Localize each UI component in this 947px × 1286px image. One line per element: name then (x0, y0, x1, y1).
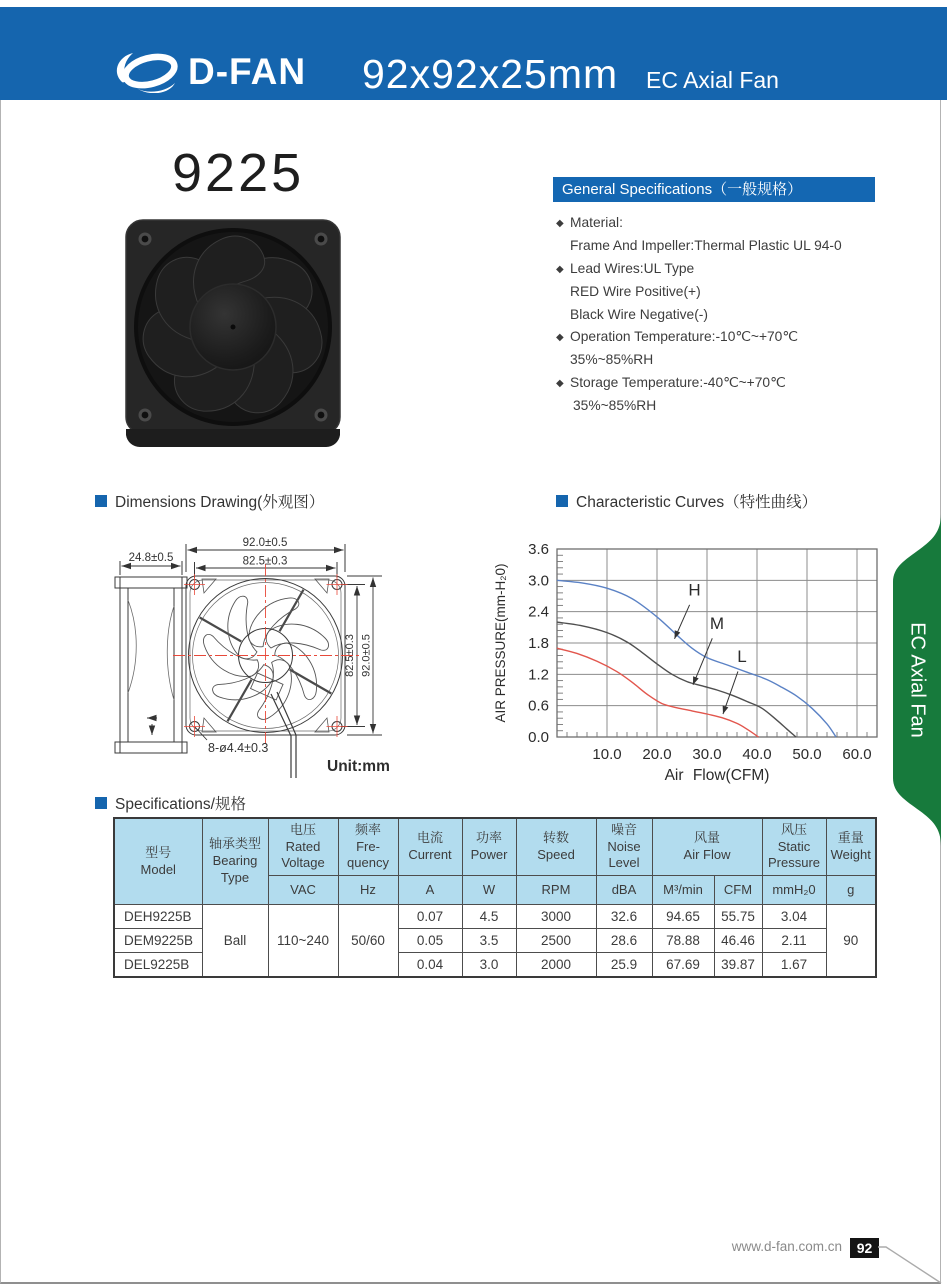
svg-text:M: M (709, 614, 725, 634)
spec-item: ◆ Lead Wires:UL Type (556, 258, 896, 281)
spec-item: 35%~85%RH (570, 352, 654, 368)
cell-pressure: 1.67 (762, 953, 826, 978)
svg-text:H: H (688, 580, 701, 600)
svg-text:50.0: 50.0 (792, 746, 822, 763)
cell-speed: 2500 (516, 929, 596, 953)
diamond-bullet-icon: ◆ (556, 332, 564, 344)
cell-m3min: 67.69 (652, 953, 714, 978)
cell-model: DEH9225B (114, 905, 202, 929)
svg-text:Air Flow(CFM): Air Flow(CFM) (664, 767, 770, 784)
unit-frequency: Hz (338, 876, 398, 905)
cell-bearing: Ball (202, 905, 268, 978)
col-noise: 噪音 Noise Level (596, 818, 652, 876)
corner-fold-line (878, 1239, 947, 1286)
cell-noise: 32.6 (596, 905, 652, 929)
brand-logo (110, 51, 306, 93)
cell-m3min: 94.65 (652, 905, 714, 929)
svg-text:3.6: 3.6 (528, 541, 549, 558)
unit-power: W (462, 876, 516, 905)
col-speed: 转数 Speed (516, 818, 596, 876)
spec-item: ◆ Operation Temperature:-10℃~+70℃ (556, 326, 896, 349)
spec-item: ◆ Storage Temperature:-40℃~+70℃ (556, 372, 896, 395)
cell-model: DEM9225B (114, 929, 202, 953)
spec-table (113, 817, 877, 978)
characteristic-curves-chart (490, 535, 885, 785)
diamond-bullet-icon: ◆ (556, 263, 564, 275)
cell-noise: 25.9 (596, 953, 652, 978)
svg-text:60.0: 60.0 (842, 746, 872, 763)
cell-frequency: 50/60 (338, 905, 398, 978)
svg-text:1.8: 1.8 (528, 635, 549, 652)
svg-text:AIR PRESSURE(mm-H₂0): AIR PRESSURE(mm-H₂0) (493, 563, 508, 723)
col-airflow: 风量 Air Flow (652, 818, 762, 876)
header-bar (0, 7, 947, 100)
side-ribbon (892, 512, 941, 848)
unit-weight: g (826, 876, 876, 905)
dim-depth: 24.8±0.5 (128, 552, 174, 564)
cell-cfm: 55.75 (714, 905, 762, 929)
section-heading-dimensions: Dimensions Drawing(外观图） (95, 490, 324, 512)
col-current: 电流 Current (398, 818, 462, 876)
diamond-bullet-icon: ◆ (556, 218, 564, 229)
cell-weight: 90 (826, 905, 876, 978)
dim-holes: 8-ø4.4±0.3 (208, 741, 269, 755)
product-photo-fan (124, 214, 344, 458)
section-heading-specifications: Specifications/规格 (95, 792, 246, 814)
unit-voltage: VAC (268, 876, 338, 905)
spec-item: RED Wire Positive(+) (570, 284, 701, 300)
unit-pressure: mmH₂0 (762, 876, 826, 905)
dim-hole-pitch-h: 82.5±0.3 (344, 634, 356, 677)
spec-item: ◆ Material: (556, 212, 896, 235)
cell-power: 3.0 (462, 953, 516, 978)
cell-speed: 2000 (516, 953, 596, 978)
footer-url[interactable]: www.d-fan.com.cn (731, 1239, 842, 1254)
ribbon-label: EC Axial Fan (906, 622, 928, 738)
col-frequency: 频率 Fre- quency (338, 818, 398, 876)
svg-text:20.0: 20.0 (642, 746, 672, 763)
svg-text:3.0: 3.0 (528, 572, 549, 590)
col-weight: 重量 Weight (826, 818, 876, 876)
cell-cfm: 39.87 (714, 953, 762, 978)
model-number: 9225 (172, 143, 305, 203)
cell-pressure: 2.11 (762, 929, 826, 953)
cell-noise: 28.6 (596, 929, 652, 953)
header-subtitle: EC Axial Fan (646, 67, 779, 93)
unit-airflow-m3: M³/min (652, 876, 714, 905)
cell-power: 4.5 (462, 905, 516, 929)
svg-text:2.4: 2.4 (528, 603, 549, 621)
col-voltage: 电压 Rated Voltage (268, 818, 338, 876)
col-model: 型号 Model (114, 818, 202, 905)
dim-outer-width: 92.0±0.5 (242, 537, 288, 549)
col-bearing: 轴承类型 Bearing Type (202, 818, 268, 905)
spec-item: Frame And Impeller:Thermal Plastic UL 94-0 (570, 238, 842, 254)
cell-current: 0.07 (398, 905, 462, 929)
blue-square-icon (95, 495, 107, 507)
unit-label: Unit:mm (327, 758, 390, 775)
spec-item: Black Wire Negative(-) (570, 306, 708, 322)
cell-power: 3.5 (462, 929, 516, 953)
col-pressure: 风压 Static Pressure (762, 818, 826, 876)
cell-cfm: 46.46 (714, 929, 762, 953)
header-title: 92x92x25mm (362, 51, 619, 97)
cell-current: 0.05 (398, 929, 462, 953)
cell-voltage: 110~240 (268, 905, 338, 978)
dimensions-drawing (95, 528, 485, 790)
unit-current: A (398, 876, 462, 905)
spec-item: 35%~85%RH (573, 398, 657, 414)
svg-text:L: L (737, 647, 747, 667)
cell-model: DEL9225B (114, 953, 202, 978)
svg-text:40.0: 40.0 (742, 746, 772, 763)
cell-current: 0.04 (398, 953, 462, 978)
cell-pressure: 3.04 (762, 905, 826, 929)
table-row (114, 905, 876, 929)
svg-text:0.6: 0.6 (528, 697, 549, 715)
svg-text:1.2: 1.2 (528, 666, 549, 684)
cell-m3min: 78.88 (652, 929, 714, 953)
general-specs-header: General Specifications（一般规格） (553, 177, 875, 202)
unit-airflow-cfm: CFM (714, 876, 762, 905)
col-power: 功率 Power (462, 818, 516, 876)
svg-text:0.0: 0.0 (528, 729, 549, 746)
svg-text:10.0: 10.0 (592, 746, 622, 763)
blue-square-icon (95, 797, 107, 809)
general-specs-list (556, 212, 896, 418)
diamond-bullet-icon: ◆ (556, 377, 564, 389)
fan-swoosh-icon (110, 51, 182, 93)
section-heading-curves: Characteristic Curves（特性曲线） (556, 490, 817, 512)
unit-speed: RPM (516, 876, 596, 905)
cell-speed: 3000 (516, 905, 596, 929)
dim-hole-pitch-w: 82.5±0.3 (242, 555, 288, 568)
page-number-badge: 92 (850, 1238, 879, 1258)
unit-noise: dBA (596, 876, 652, 905)
brand-name: D-FAN (188, 51, 307, 92)
blue-square-icon (556, 495, 568, 507)
svg-text:30.0: 30.0 (692, 746, 722, 763)
dim-outer-height: 92.0±0.5 (360, 634, 373, 677)
